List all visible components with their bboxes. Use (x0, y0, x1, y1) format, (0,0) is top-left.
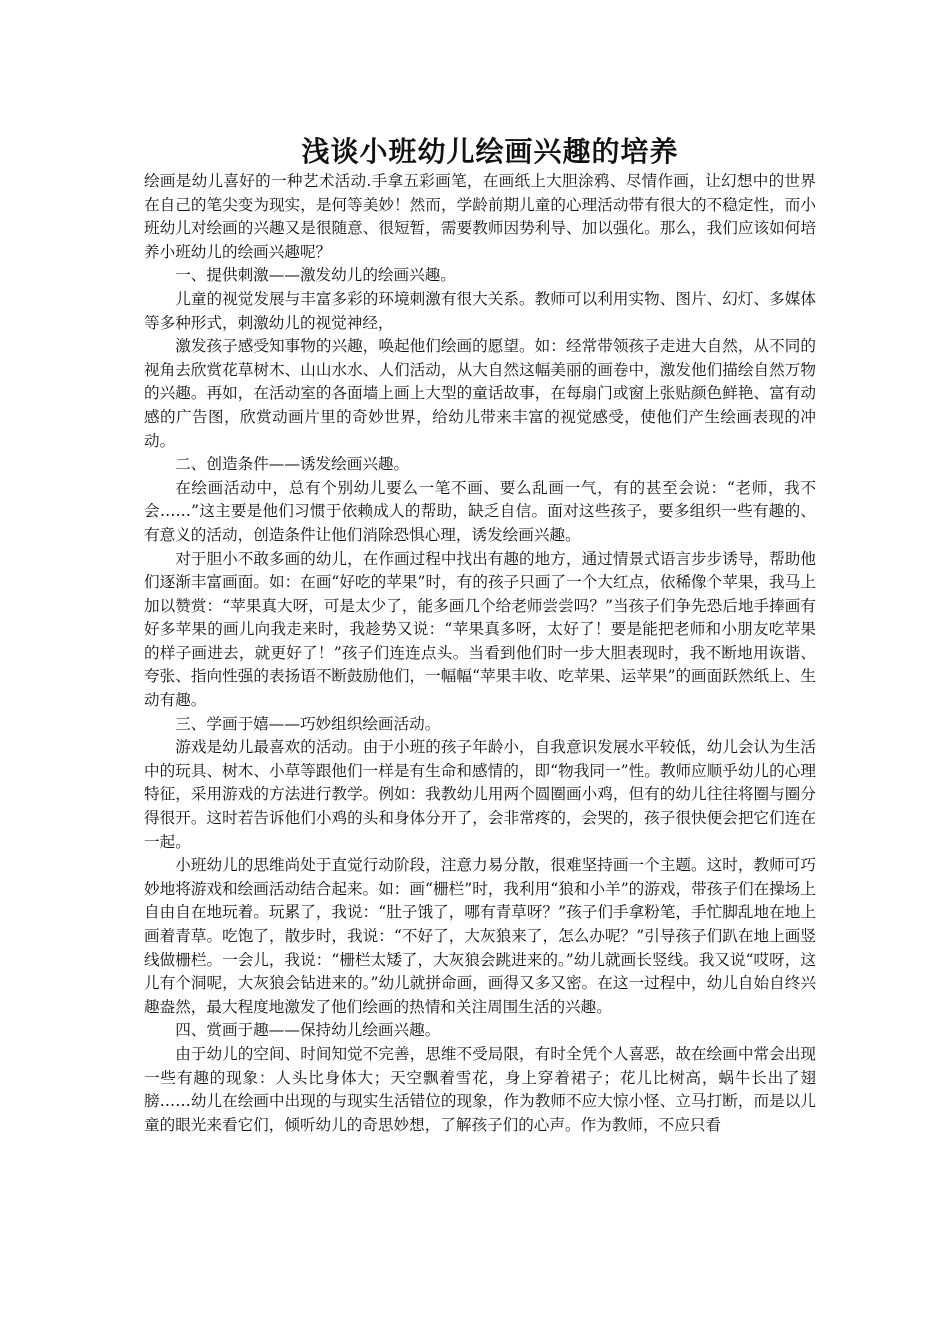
body-paragraph: 游戏是幼儿最喜欢的活动。由于小班的孩子年龄小，自我意识发展水平较低，幼儿会认为生活中的玩具、树木、小草等跟他们一样是有生命和感情的，即“物我同一”性。教师应顺乎幼儿的心理特征，采用游戏的方法进行教学。例如：我教幼儿用两个圆圈画小鸡，但有的幼儿往往将圈与圈分得很开。这时若告诉他们小鸡的头和身体分开了，会非常疼的，会哭的，孩子很快便会把它们连在一起。 (144, 738, 816, 851)
body-paragraph: 由于幼儿的空间、时间知觉不完善，思维不受局限，有时全凭个人喜恶，故在绘画中常会出现一些有趣的现象：人头比身体大；天空飘着雪花，身上穿着裙子；花儿比树高，蜗牛长出了翅膀……幼儿在绘画中出现的与现实生活错位的现象，作为教师不应大惊小怪、立马打断，而是以儿童的眼光来看它们，倾听幼儿的奇思妙想，了解孩子们的心声。作为教师，不应只看 (144, 1044, 816, 1134)
body-paragraph: 小班幼儿的思维尚处于直觉行动阶段，注意力易分散，很难坚持画一个主题。这时，教师可巧妙地将游戏和绘画活动结合起来。如：画“栅栏”时，我利用“狼和小羊”的游戏，带孩子们在操场上自由自在地玩着。玩累了，我说：“肚子饿了，哪有青草呀？”孩子们手拿粉笔，手忙脚乱地在地上画着青草。吃饱了，散步时，我说：“不好了，大灰狼来了，怎么办呢？”引导孩子们趴在地上画竖线做栅栏。一会儿，我说：“栅栏太矮了，大灰狼会跳进来的。”幼儿就画长竖线。我又说“哎呀，这儿有个洞呢，大灰狼会钻进来的。”幼儿就拼命画，画得又多又密。在这一过程中，幼儿自始自终兴趣盎然，最大程度地激发了他们绘画的热情和关注周围生活的兴趣。 (144, 856, 816, 1016)
body-paragraph: 对于胆小不敢多画的幼儿，在作画过程中找出有趣的地方，通过情景式语言步步诱导，帮助他们逐渐丰富画面。如：在画“好吃的苹果”时，有的孩子只画了一个大红点，依稀像个苹果，我马上加以赞赏：“苹果真大呀，可是太少了，能多画几个给老师尝尝吗？”当孩子们争先恐后地手捧画有好多苹果的画儿向我走来时，我趁势又说：“苹果真多呀，太好了！要是能把老师和小朋友吃苹果的样子画进去，就更好了！”孩子们连连点头。当看到他们时一步大胆表现时，我不断地用诙谐、夸张、指向性强的表扬语不断鼓励他们，一幅幅“苹果丰收、吃苹果、运苹果”的画面跃然纸上、生动有趣。 (144, 549, 816, 710)
document-body (144, 170, 816, 1137)
body-paragraph: 在绘画活动中，总有个别幼儿要么一笔不画、要么乱画一气，有的甚至会说：“老师，我不会……”这主要是他们习惯于依赖成人的帮助，缺乏自信。面对这些孩子，要多组织一些有趣的、有意义的活动，创造条件让他们消除恐惧心理，诱发绘画兴趣。 (144, 478, 816, 544)
body-paragraph: 激发孩子感受知事物的兴趣，唤起他们绘画的愿望。如：经常带领孩子走进大自然，从不同的视角去欣赏花草树木、山山水水、人们活动，从大自然这幅美丽的画卷中，激发他们描绘自然万物的兴趣。再如，在活动室的各面墙上画上大型的童话故事，在每扇门或窗上张贴颜色鲜艳、富有动感的广告图，欣赏动画片里的奇妙世界，给幼儿带来丰富的视觉感受，使他们产生绘画表现的冲动。 (144, 337, 816, 450)
section-heading-2: 二、创造条件——诱发绘画兴趣。 (175, 455, 410, 474)
document-title: 浅谈小班幼儿绘画兴趣的培养 (301, 135, 679, 168)
body-paragraph: 儿童的视觉发展与丰富多彩的环境刺激有很大关系。教师可以利用实物、图片、幻灯、多媒体等多种形式，刺激幼儿的视觉神经， (144, 289, 816, 332)
section-heading-1: 一、提供刺激——激发幼儿的绘画兴趣。 (175, 266, 456, 285)
section-heading-3: 三、学画于嬉——巧妙组织绘画活动。 (175, 714, 441, 733)
section-heading-4: 四、赏画于趣——保持幼儿绘画兴趣。 (175, 1021, 441, 1040)
intro-paragraph: 绘画是幼儿喜好的一种艺术活动.手拿五彩画笔，在画纸上大胆涂鸦、尽情作画，让幻想中的世界在自己的笔尖变为现实，是何等美妙！然而，学龄前期儿童的心理活动带有很大的不稳定性，而小班幼儿对绘画的兴趣又是很随意、很短暂，需要教师因势利导、加以强化。那么，我们应该如何培养小班幼儿的绘画兴趣呢？ (144, 172, 816, 261)
